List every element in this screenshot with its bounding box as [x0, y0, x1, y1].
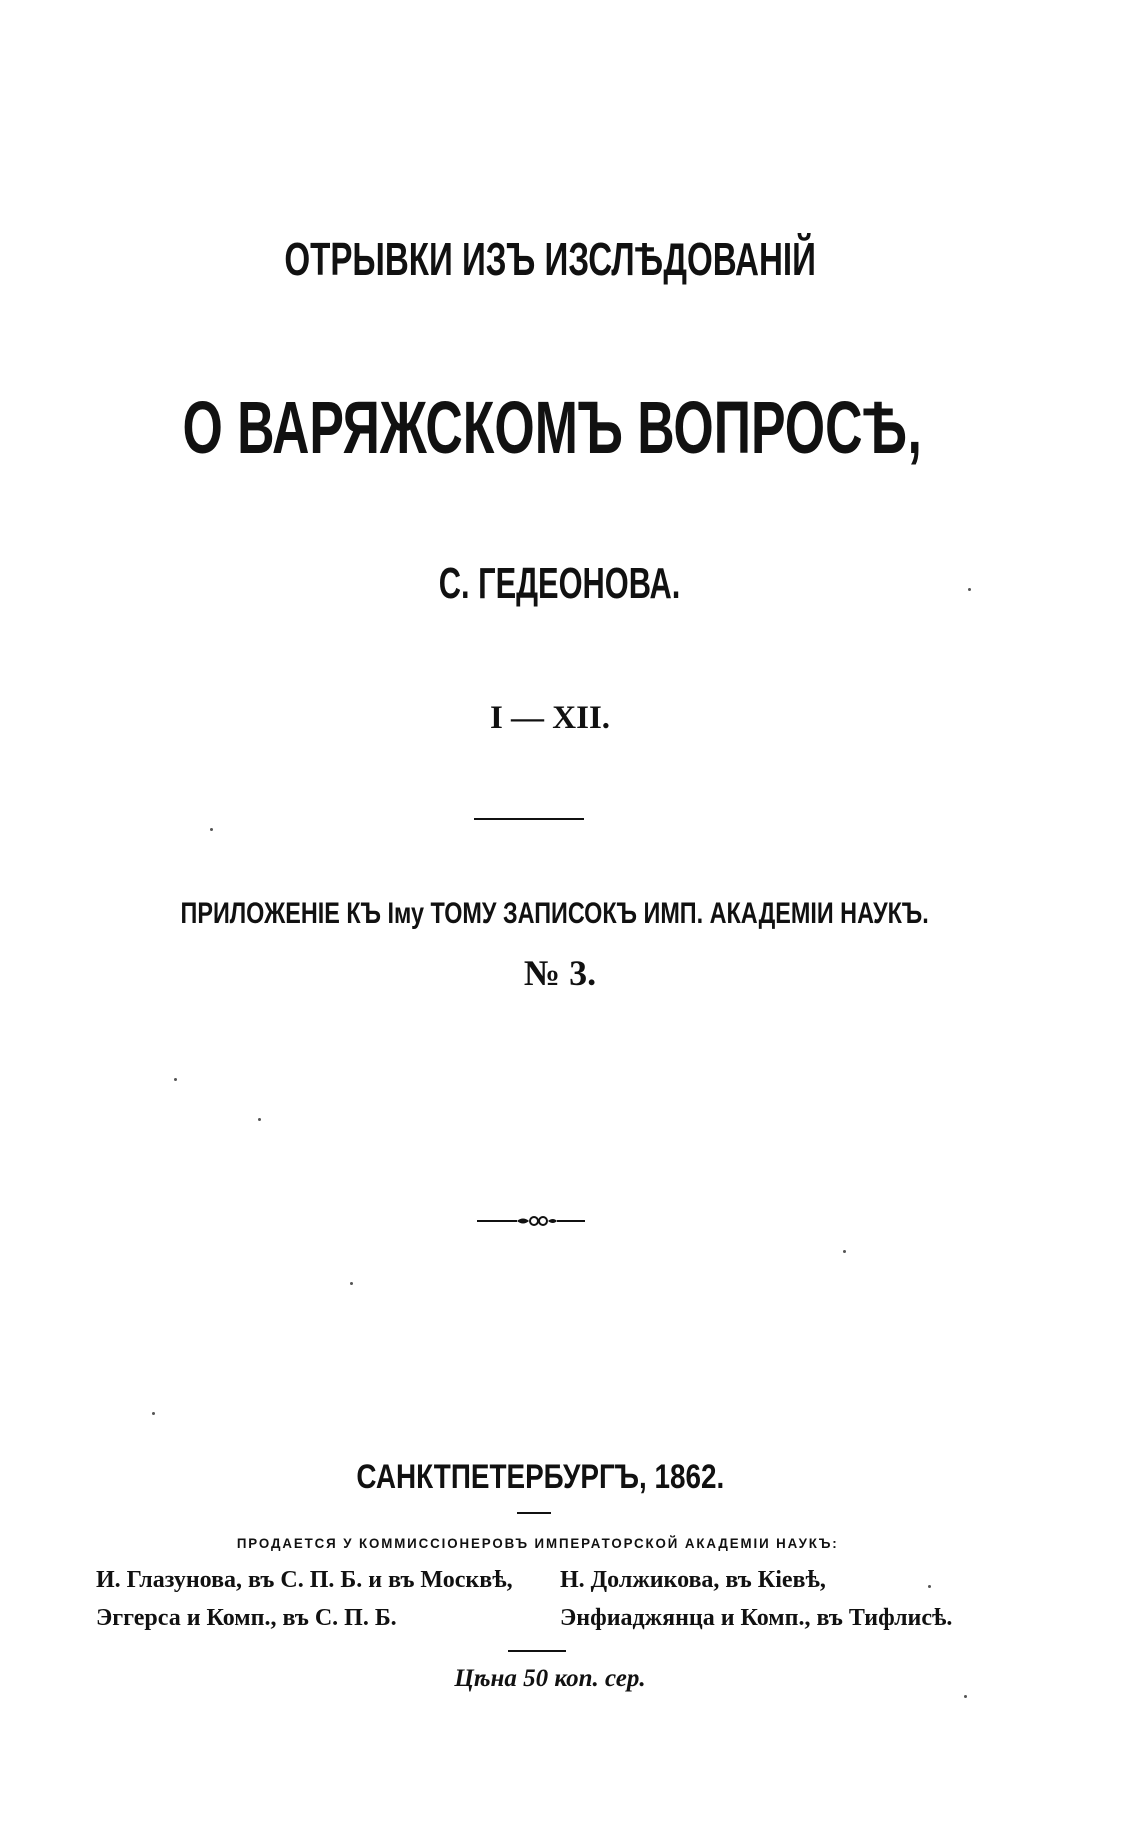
paper-speck — [258, 1118, 261, 1121]
ornament-divider — [477, 1213, 585, 1229]
paper-speck — [968, 588, 971, 591]
price-rule — [508, 1650, 566, 1652]
issue-number — [0, 952, 1130, 994]
sold-by-text: ПРОДАЕТСЯ У КОММИССІОНЕРОВЪ ИМПЕРАТОРСКОЙ АКАДЕМІИ НАУКЪ: — [237, 1535, 839, 1551]
divider-rule — [474, 818, 584, 820]
parts-range — [0, 700, 1120, 737]
price-line: Цѣна 50 коп. сер. — [454, 1665, 646, 1692]
title-line-2 — [0, 385, 1122, 472]
paper-speck — [210, 828, 213, 831]
issue-number-text: № 3. — [523, 953, 597, 993]
paper-speck — [152, 1412, 155, 1415]
paper-speck — [964, 1695, 967, 1698]
supplement-note-text: ПРИЛОЖЕНІЕ КЪ Iму ТОМУ ЗАПИСОКЪ ИМП. АКАДЕМІИ НАУКЪ. — [180, 897, 930, 930]
paper-speck — [843, 1250, 846, 1253]
bookseller-dolzhikov: Н. Должикова, въ Кіевѣ, — [560, 1567, 826, 1593]
paper-speck — [174, 1078, 177, 1081]
author-name-text: С. ГЕДЕОНОВА. — [439, 559, 681, 608]
author-name — [0, 558, 1130, 609]
bookseller-glazunov: И. Глазунова, въ С. П. Б. и въ Москвѣ, — [96, 1567, 513, 1593]
city-year-text: САНКТПЕТЕРБУРГЪ, 1862. — [356, 1458, 724, 1496]
paper-speck — [350, 1282, 353, 1285]
bookseller-eggers: Эггерса и Комп., въ С. П. Б. — [96, 1605, 397, 1631]
imprint-rule — [517, 1512, 551, 1514]
parts-range-text: I — XII. — [489, 700, 611, 736]
supplement-note — [0, 897, 1125, 931]
paper-speck — [928, 1585, 931, 1588]
sold-by-line — [0, 1535, 1108, 1553]
title-line-1-text: ОТРЫВКИ ИЗЪ ИЗСЛѢДОВАНІЙ — [284, 233, 816, 285]
city-year — [0, 1458, 1110, 1497]
bookseller-enfiadzhyants: Энфиаджянца и Комп., въ Тифлисѣ. — [560, 1605, 953, 1631]
title-line-2-text: О ВАРЯЖСКОМЪ ВОПРОСѢ, — [182, 386, 922, 469]
title-line-1 — [0, 232, 1120, 286]
